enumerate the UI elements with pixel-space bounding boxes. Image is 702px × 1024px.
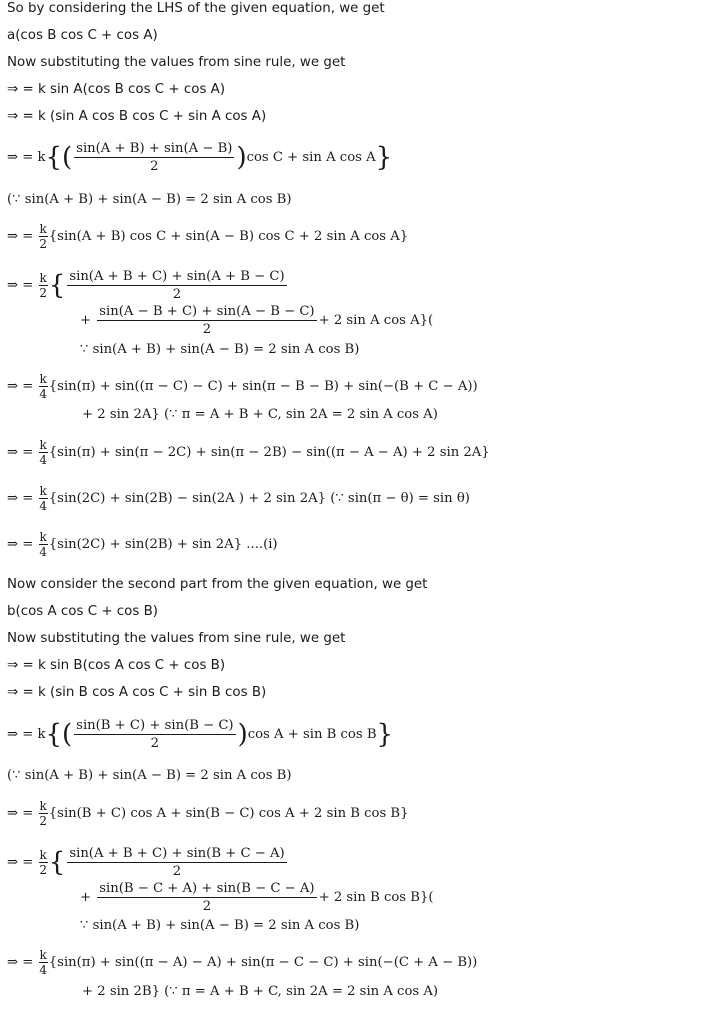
text-line-18: ⇒ = k (sin B cos A cos C + sin B cos B): [7, 685, 267, 700]
eq10-body: {sin(π) + sin((π − C) − C) + sin(π − B − B) + sin(−(B + C − A)): [48, 379, 478, 394]
k-num: k: [39, 530, 47, 544]
k-den: 2: [39, 863, 47, 877]
text-line-14: Now consider the second part from the given equation, we get: [7, 577, 428, 592]
k-den: 2: [39, 814, 47, 828]
eq10-prefix: ⇒ =: [7, 379, 34, 394]
k-den: 4: [39, 387, 47, 401]
eq13-body: {sin(2C) + sin(2B) + sin 2A} ....(i): [48, 537, 278, 552]
k-over-4: [39, 530, 48, 559]
text-line-15: b(cos A cos C + cos B): [7, 604, 158, 619]
equation-19: ⇒ = k{( $\frac{\sin(B + C) + \sin(B - C)}{2}$ )cos A + sin B cos B}: [7, 718, 394, 751]
plus-sign: +: [80, 313, 92, 328]
k-den: 4: [39, 545, 47, 559]
eq9-num: sin(A + B + C) + sin(A + B − C): [69, 269, 285, 284]
eq9b-fraction: [97, 303, 316, 338]
eq12-body: {sin(2C) + sin(2B) − sin(2A ) + 2 sin 2A} (∵ sin(π − θ) = sin θ): [48, 491, 470, 506]
equation-11: [7, 438, 490, 467]
eq9b-post: + 2 sin A cos A}(: [318, 313, 434, 328]
equation-10: [7, 372, 478, 401]
k-den: 2: [39, 237, 47, 251]
eq19-den: 2: [150, 736, 160, 751]
eq9-den: 2: [172, 287, 182, 302]
eq22-num: sin(A + B + C) + sin(B + C − A): [69, 846, 285, 861]
equation-21: [7, 799, 409, 828]
eq21-prefix: ⇒ =: [7, 806, 34, 821]
eq9b-num: sin(A − B + C) + sin(A − B − C): [99, 304, 315, 319]
eq23-body: {sin(π) + sin((π − A) − A) + sin(π − C − C) + sin(−(C + A − B)): [48, 955, 478, 970]
k-over-2: [39, 271, 48, 300]
text-line-4: ⇒ = k sin A(cos B cos C + cos A): [7, 82, 226, 97]
eq9-fraction: [67, 268, 286, 303]
k-den: 4: [39, 963, 47, 977]
eq22b-den: 2: [202, 899, 212, 914]
k-num: k: [39, 222, 47, 236]
eq6-den: 2: [150, 159, 159, 174]
eq8-prefix: ⇒ =: [7, 229, 34, 244]
k-over-2: [39, 848, 48, 877]
eq22b-fraction: [97, 880, 316, 915]
eq11-prefix: ⇒ =: [7, 445, 34, 460]
k-num: k: [39, 372, 47, 386]
eq6-num: sin(A + B) + sin(A − B): [76, 141, 233, 156]
eq22-prefix: ⇒ =: [7, 855, 34, 870]
text-line-2: a(cos B cos C + cos A): [7, 28, 158, 43]
eq9-prefix: ⇒ =: [7, 278, 34, 293]
k-over-4: [39, 372, 48, 401]
equation-22c: ∵ sin(A + B) + sin(A − B) = 2 sin A cos B): [80, 918, 360, 933]
eq6-prefix: ⇒ = k: [7, 150, 46, 165]
eq12-prefix: ⇒ =: [7, 491, 34, 506]
eq22-fraction: [67, 845, 286, 880]
equation-22: ⇒ = $\frac{k}{2}$ { $\frac{\sin(A + B + C) + \sin(B + C - A)}{2}$: [7, 846, 285, 879]
text-line-3: Now substituting the values from sine rule, we get: [7, 55, 346, 70]
text-line-17: ⇒ = k sin B(cos A cos C + cos B): [7, 658, 226, 673]
k-den: 4: [39, 453, 47, 467]
equation-8: [7, 222, 408, 251]
k-over-2: [39, 799, 48, 828]
eq22b-post: + 2 sin B cos B}(: [318, 890, 434, 905]
k-num: k: [39, 484, 47, 498]
k-over-4: [39, 484, 48, 513]
eq21-post: {sin(B + C) cos A + sin(B − C) cos A + 2 sin B cos B}: [48, 806, 409, 821]
eq6-post: cos C + sin A cos A: [246, 150, 376, 165]
text-line-1: So by considering the LHS of the given equation, we get: [7, 1, 385, 16]
equation-13: [7, 530, 278, 559]
k-den: 4: [39, 499, 47, 513]
k-num: k: [39, 271, 47, 285]
k-over-4: [39, 438, 48, 467]
eq19-prefix: ⇒ = k: [7, 727, 46, 742]
eq8-post: {sin(A + B) cos C + sin(A − B) cos C + 2 sin A cos A}: [48, 229, 409, 244]
eq23-prefix: ⇒ =: [7, 955, 34, 970]
equation-9b: [80, 303, 433, 338]
eq19-post: cos A + sin B cos B: [247, 727, 377, 742]
plus-sign: +: [80, 890, 92, 905]
equation-12: [7, 484, 470, 513]
eq22b-num: sin(B − C + A) + sin(B − C − A): [99, 881, 315, 896]
equation-6: ⇒ = k{( $\frac{\sin(A + B) + \sin(A - B)}{2}$ )cos C + sin A cos A}: [7, 141, 393, 174]
eq6-fraction: [74, 140, 234, 175]
eq13-prefix: ⇒ =: [7, 537, 34, 552]
k-den: 2: [39, 286, 47, 300]
k-num: k: [39, 438, 47, 452]
equation-20: (∵ sin(A + B) + sin(A − B) = 2 sin A cos B): [7, 768, 292, 783]
k-num: k: [39, 799, 47, 813]
equation-22b: [80, 880, 433, 915]
k-num: k: [39, 948, 47, 962]
equation-10b: + 2 sin 2A} (∵ π = A + B + C, sin 2A = 2 sin A cos A): [82, 407, 438, 422]
eq19-num: sin(B + C) + sin(B − C): [76, 718, 234, 733]
k-over-4: [39, 948, 48, 977]
equation-23: [7, 948, 477, 977]
eq22-den: 2: [172, 864, 182, 879]
equation-7: (∵ sin(A + B) + sin(A − B) = 2 sin A cos B): [7, 192, 292, 207]
text-line-16: Now substituting the values from sine rule, we get: [7, 631, 346, 646]
equation-9: ⇒ = $\frac{k}{2}$ { $\frac{\sin(A + B + C) + \sin(A + B - C)}{2}$: [7, 269, 285, 302]
text-line-5: ⇒ = k (sin A cos B cos C + sin A cos A): [7, 109, 267, 124]
k-over-2: [39, 222, 48, 251]
eq9b-den: 2: [202, 322, 212, 337]
eq11-body: {sin(π) + sin(π − 2C) + sin(π − 2B) − sin((π − A − A) + 2 sin 2A}: [48, 445, 490, 460]
equation-9c: ∵ sin(A + B) + sin(A − B) = 2 sin A cos B): [80, 342, 360, 357]
k-num: k: [39, 848, 47, 862]
equation-23b: + 2 sin 2B} (∵ π = A + B + C, sin 2A = 2 sin A cos A): [82, 984, 439, 999]
eq19-fraction: [74, 717, 235, 752]
